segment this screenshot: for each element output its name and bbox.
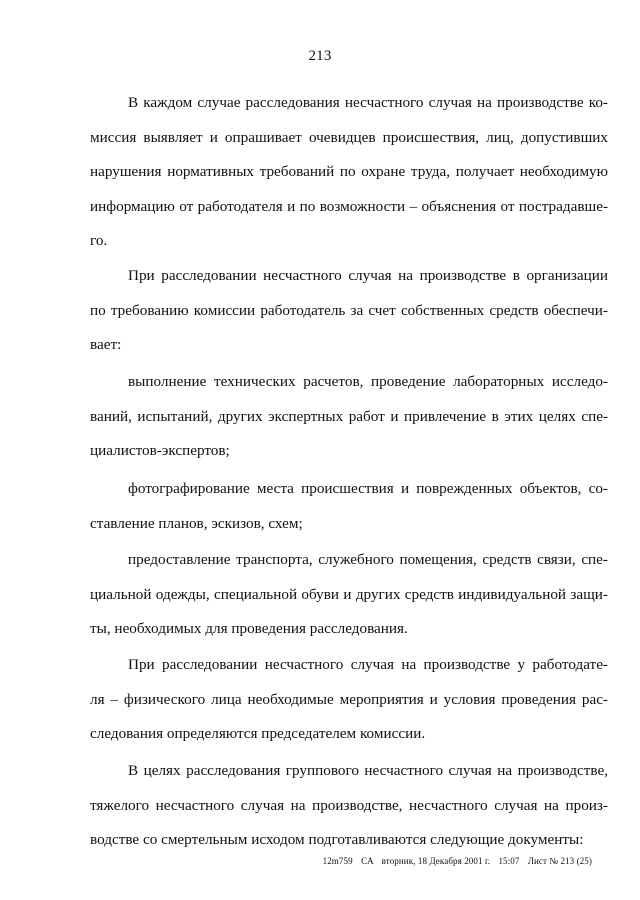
text-line: циалистов-экспертов; xyxy=(90,442,230,459)
text-line: ваний, испытаний, других экспертных работ и привлечение в этих целях спе- xyxy=(90,407,608,425)
text-line: тяжелого несчастного случая на производстве, несчастного случая на произ- xyxy=(90,796,608,814)
text-line: миссия выявляет и опрашивает очевидцев происшествия, лиц, допустивших xyxy=(90,128,608,146)
text-line: При расследовании несчастного случая на производстве в организации xyxy=(128,267,608,284)
text-line: по требованию комиссии работодатель за счет собственных средств обеспечи- xyxy=(90,301,608,319)
text-line: вает: xyxy=(90,336,122,353)
text-line: В целях расследования группового несчастного случая на производстве, xyxy=(128,762,608,779)
footer-org: CA xyxy=(361,856,374,866)
footer-time: 15:07 xyxy=(498,856,520,866)
footer-doc-code: 12m759 xyxy=(322,856,353,866)
paragraph-7 xyxy=(90,754,608,858)
footer-sheet: Лист № 213 (25) xyxy=(527,856,592,866)
paragraph-4 xyxy=(90,472,608,541)
page-number: 213 xyxy=(308,48,332,64)
paragraph-6 xyxy=(90,648,608,752)
text-line: следования определяются председателем комиссии. xyxy=(90,725,426,742)
text-line: циальной одежды, специальной обуви и других средств индивидуальной защи- xyxy=(90,585,608,603)
text-line: предоставление транспорта, служебного помещения, средств связи, спе- xyxy=(128,551,608,568)
text-line: го. xyxy=(90,232,108,249)
text-line: выполнение технических расчетов, проведение лабораторных исследо- xyxy=(128,373,608,390)
page-footer xyxy=(323,856,592,866)
paragraph-5 xyxy=(90,543,608,647)
text-line: фотографирование места происшествия и поврежденных объектов, со- xyxy=(128,480,608,497)
text-line: водстве со смертельным исходом подготавливаются следующие документы: xyxy=(90,831,584,848)
text-line: ты, необходимых для проведения расследования. xyxy=(90,620,408,637)
paragraph-1 xyxy=(90,86,608,259)
paragraph-3 xyxy=(90,365,608,469)
paragraph-2 xyxy=(90,259,608,363)
text-line: ставление планов, эскизов, схем; xyxy=(90,514,303,532)
text-line: В каждом случае расследования несчастного случая на производстве ко- xyxy=(128,94,608,111)
text-line: информацию от работодателя и по возможности – объяснения от пострадавше- xyxy=(90,197,608,215)
footer-date: вторник, 18 Декабря 2001 г. xyxy=(381,856,491,866)
text-line: ля – физического лица необходимые мероприятия и условия проведения рас- xyxy=(90,690,608,708)
text-line: нарушения нормативных требований по охране труда, получает необходимую xyxy=(90,163,608,180)
text-line: При расследовании несчастного случая на производстве у работодате- xyxy=(128,656,608,673)
